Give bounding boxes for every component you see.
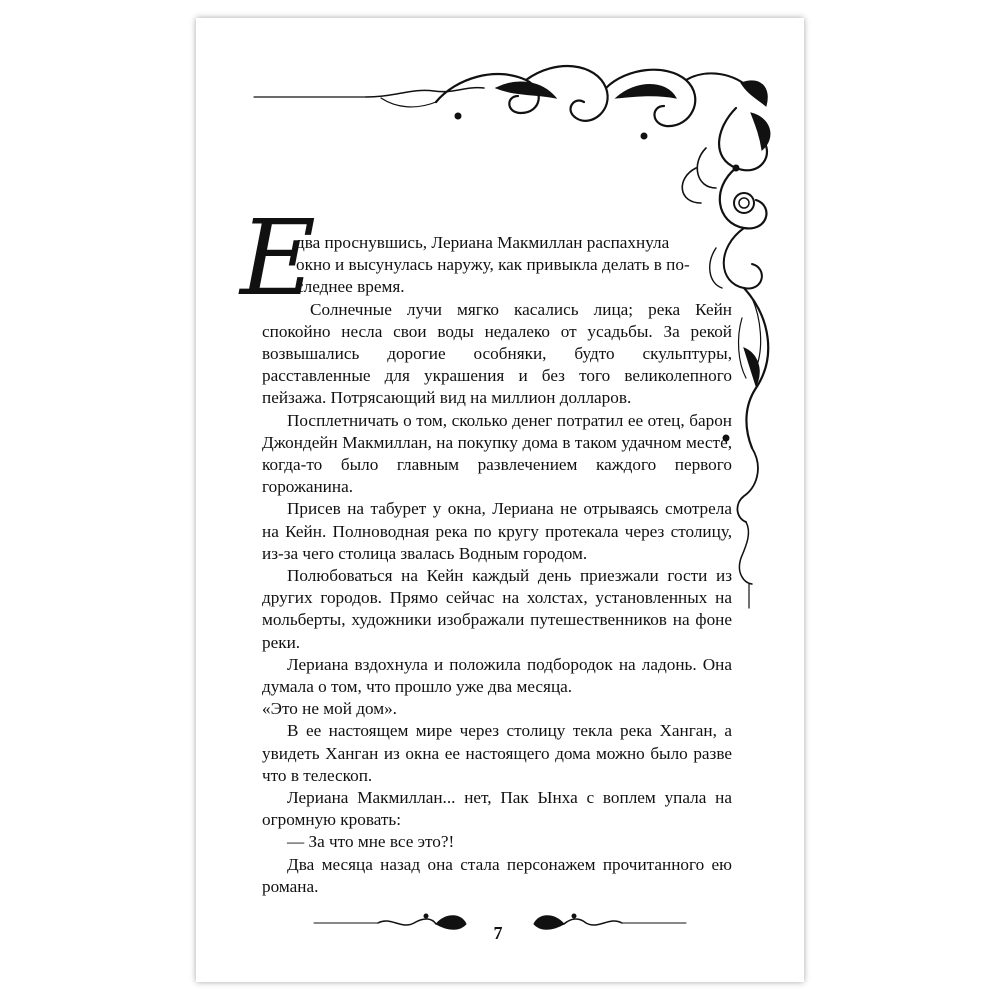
paragraph: В ее настоящем мире через столицу текла река Ханган, а увидеть Ханган из окна ее настоящего дома можно было разве что в телескоп. (262, 721, 732, 785)
paragraph: Полюбоваться на Кейн каждый день приезжали гости из других городов. Прямо сейчас на холстах, установленных на мольберты, художники изображали путешественников на фоне реки. (262, 566, 732, 652)
paragraph: «Это не мой дом». (262, 699, 397, 719)
paragraph: Присев на табурет у окна, Лериана не отрываясь смотрела на Кейн. Полноводная река по кругу протекала через столицу, из-за чего столица звалась Водным городом. (262, 499, 732, 563)
first-line: два проснувшись, Лериана Макмиллан распахнула (296, 233, 670, 252)
body-text (262, 232, 732, 898)
third-line: следнее время. (296, 277, 405, 297)
dialogue-line: — За что мне все это?! (287, 832, 455, 852)
paragraph: Лериана Макмиллан... нет, Пак Ынха с воплем упала на огромную кровать: (262, 788, 732, 830)
page-number: 7 (493, 923, 503, 943)
second-line: окно и высунулась наружу, как привыкла делать в по- (296, 255, 690, 275)
drop-cap-letter: Е (240, 197, 316, 319)
paragraph: Посплетничать о том, сколько денег потратил ее отец, барон Джондейн Макмиллан, на покупку дома в таком удачном месте, когда-то было главным развлечением каждого первого горожанина. (262, 410, 732, 497)
book-page (196, 18, 804, 982)
paragraph: Два месяца назад она стала персонажем прочитанного ею романа. (262, 854, 732, 896)
paragraph: Лериана вздохнула и положила подбородок на ладонь. Она думала о том, что прошло уже два месяца. (262, 654, 732, 697)
paragraph: Солнечные лучи мягко касались лица; река Кейн спокойно несла свои воды недалеко от усадьбы. За рекой возвышались дорогие особняки, будто скульптуры, расставленные для украшения и без того великолепного пейзажа. Потрясающий вид на миллион долларов. (262, 299, 732, 408)
